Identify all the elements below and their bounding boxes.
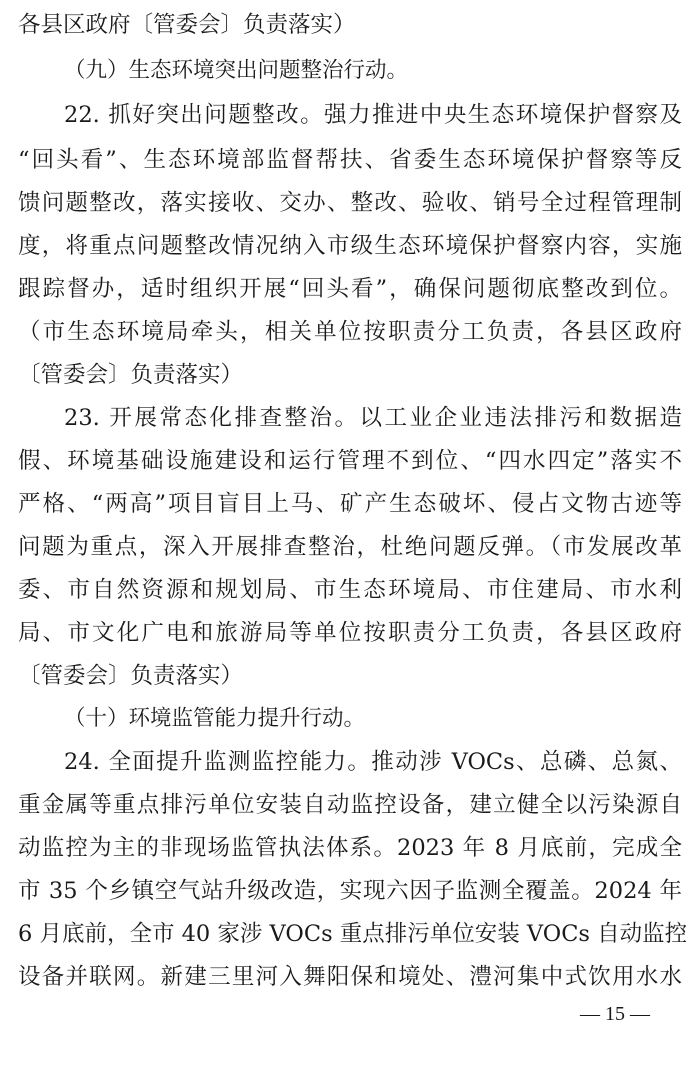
- text-line: 问题为重点，深入开展排查整治，杜绝问题反弹。（市发展改革: [18, 534, 682, 560]
- text-line: “回头看”、生态环境部监督帮扶、省委生态环境保护督察等反: [18, 147, 682, 173]
- text-line: 假、环境基础设施建设和运行管理不到位、“四水四定”落实不: [18, 448, 682, 474]
- section-heading-9: （九）生态环境突出问题整治行动。: [64, 58, 409, 83]
- paragraph-24-start: 24. 全面提升监测监控能力。推动涉 VOCs、总磷、总氮、: [64, 749, 682, 775]
- text-line: 跟踪督办，适时组织开展“回头看”，确保问题彻底整改到位。: [18, 276, 682, 302]
- text-line: 重金属等重点排污单位安装自动监控设备，建立健全以污染源自: [18, 792, 682, 818]
- paragraph-23-start: 23. 开展常态化排查整治。以工业企业违法排污和数据造: [64, 405, 682, 431]
- text-line: 设备并联网。新建三里河入舞阳保和境处、澧河集中式饮用水水: [18, 964, 682, 990]
- text-line: （市生态环境局牵头，相关单位按职责分工负责，各县区政府: [18, 319, 682, 345]
- section-heading-10: （十）环境监管能力提升行动。: [64, 706, 366, 731]
- text-line: 动监控为主的非现场监管执法体系。2023 年 8 月底前，完成全: [18, 835, 682, 861]
- text-line: 馈问题整改，落实接收、交办、整改、验收、销号全过程管理制: [18, 190, 682, 216]
- text-line-clause-close: 各县区政府〔管委会〕负责落实）: [18, 12, 356, 38]
- paragraph-22-start: 22. 抓好突出问题整改。强力推进中央生态环境保护督察及: [64, 102, 682, 128]
- text-line-clause-close: 〔管委会〕负责落实）: [18, 663, 244, 689]
- text-line-clause-close: 〔管委会〕负责落实）: [18, 362, 244, 388]
- text-line: 局、市文化广电和旅游局等单位按职责分工负责，各县区政府: [18, 620, 682, 646]
- page-number: — 15 —: [580, 1003, 650, 1025]
- text-line: 严格、“两高”项目盲目上马、矿产生态破坏、侵占文物古迹等: [18, 491, 682, 517]
- text-line: 度，将重点问题整改情况纳入市级生态环境保护督察内容，实施: [18, 233, 682, 259]
- text-line: 市 35 个乡镇空气站升级改造，实现六因子监测全覆盖。2024 年: [18, 878, 682, 904]
- text-line: 委、市自然资源和规划局、市生态环境局、市住建局、市水利: [18, 577, 682, 603]
- text-line: 6 月底前，全市 40 家涉 VOCs 重点排污单位安装 VOCs 自动监控: [18, 921, 688, 947]
